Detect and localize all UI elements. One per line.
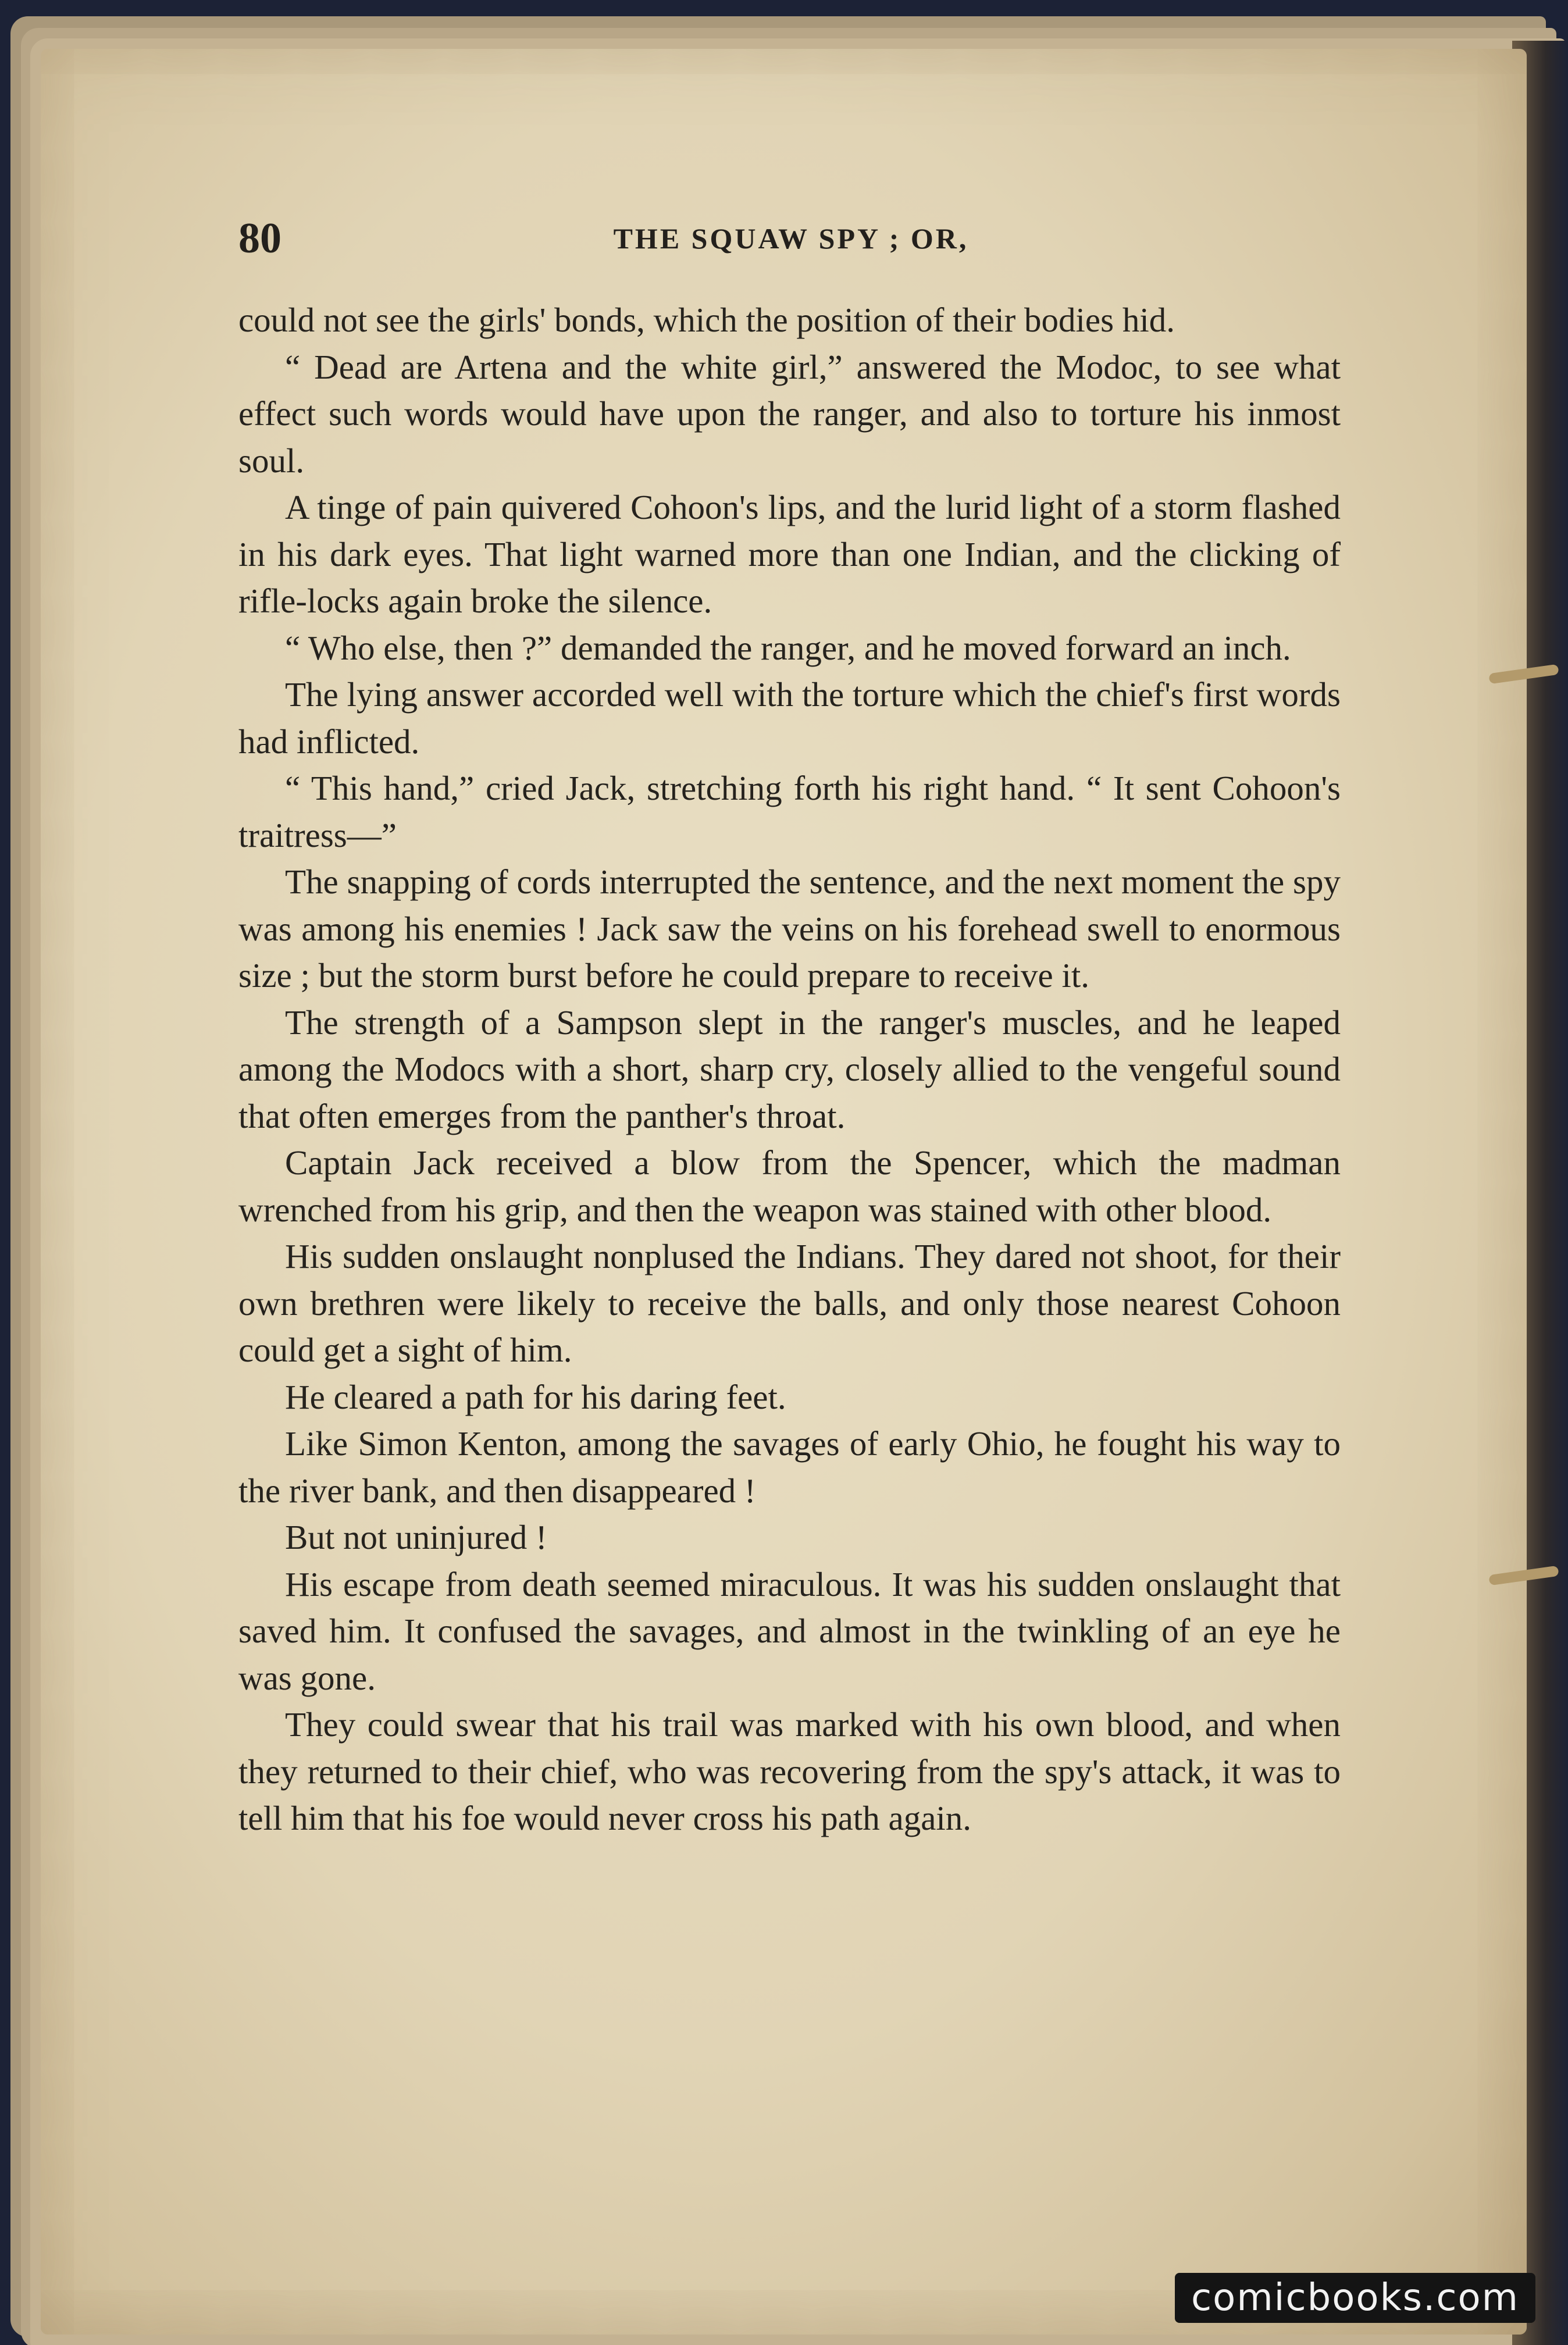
page-number: 80	[238, 215, 281, 262]
running-head: THE SQUAW SPY ; OR,	[613, 222, 969, 255]
paragraph: Captain Jack received a blow from the Spencer, which the madman wrenched from his grip, and then the weapon was stained with other blood.	[238, 1143, 1341, 1229]
paragraph: “ This hand,” cried Jack, stretching forth his right hand. “ It sent Cohoon's traitress—”	[238, 769, 1341, 854]
watermark: comicbooks.com	[1175, 2273, 1535, 2323]
paragraph: Like Simon Kenton, among the savages of early Ohio, he fought his way to the river bank, and then disappeared !	[238, 1424, 1341, 1510]
paragraph: His sudden onslaught nonplused the Indians. They dared not shoot, for their own brethren were likely to receive the balls, and only those nearest Cohoon could get a sight of him.	[238, 1237, 1341, 1369]
body-text	[238, 297, 1341, 1842]
paragraph: The lying answer accorded well with the torture which the chief's first words had inflicted.	[238, 675, 1341, 761]
paragraph: “ Who else, then ?” demanded the ranger, and he moved forward an inch.	[285, 628, 1291, 667]
paragraph: A tinge of pain quivered Cohoon's lips, and the lurid light of a storm flashed in his dark eyes. That light warned more than one Indian, and the clicking of rifle-locks again broke the silence.	[238, 488, 1341, 620]
paragraph: They could swear that his trail was marked with his own blood, and when they returned to their chief, who was recovering from the spy's attack, it was to tell him that his foe would never cross his path again.	[238, 1705, 1341, 1837]
page-header	[238, 209, 1344, 268]
paragraph: The snapping of cords interrupted the sentence, and the next moment the spy was among his enemies ! Jack saw the veins on his forehead swell to enormous size ; but the storm burst before he could prepare to receive it.	[238, 863, 1341, 995]
paragraph: The strength of a Sampson slept in the ranger's muscles, and he leaped among the Modocs with a short, sharp cry, closely allied to the vengeful sound that often emerges from the panther's throat.	[238, 1003, 1341, 1135]
paragraph: But not uninjured !	[285, 1518, 547, 1556]
paragraph: could not see the girls' bonds, which the position of their bodies hid.	[238, 301, 1175, 339]
paragraph: He cleared a path for his daring feet.	[285, 1377, 786, 1416]
paragraph: “ Dead are Artena and the white girl,” answered the Modoc, to see what effect such words would have upon the ranger, and also to torture his inmost soul.	[238, 347, 1341, 480]
paragraph: His escape from death seemed miraculous. It was his sudden onslaught that saved him. It confused the savages, and almost in the twinkling of an eye he was gone.	[238, 1564, 1341, 1697]
